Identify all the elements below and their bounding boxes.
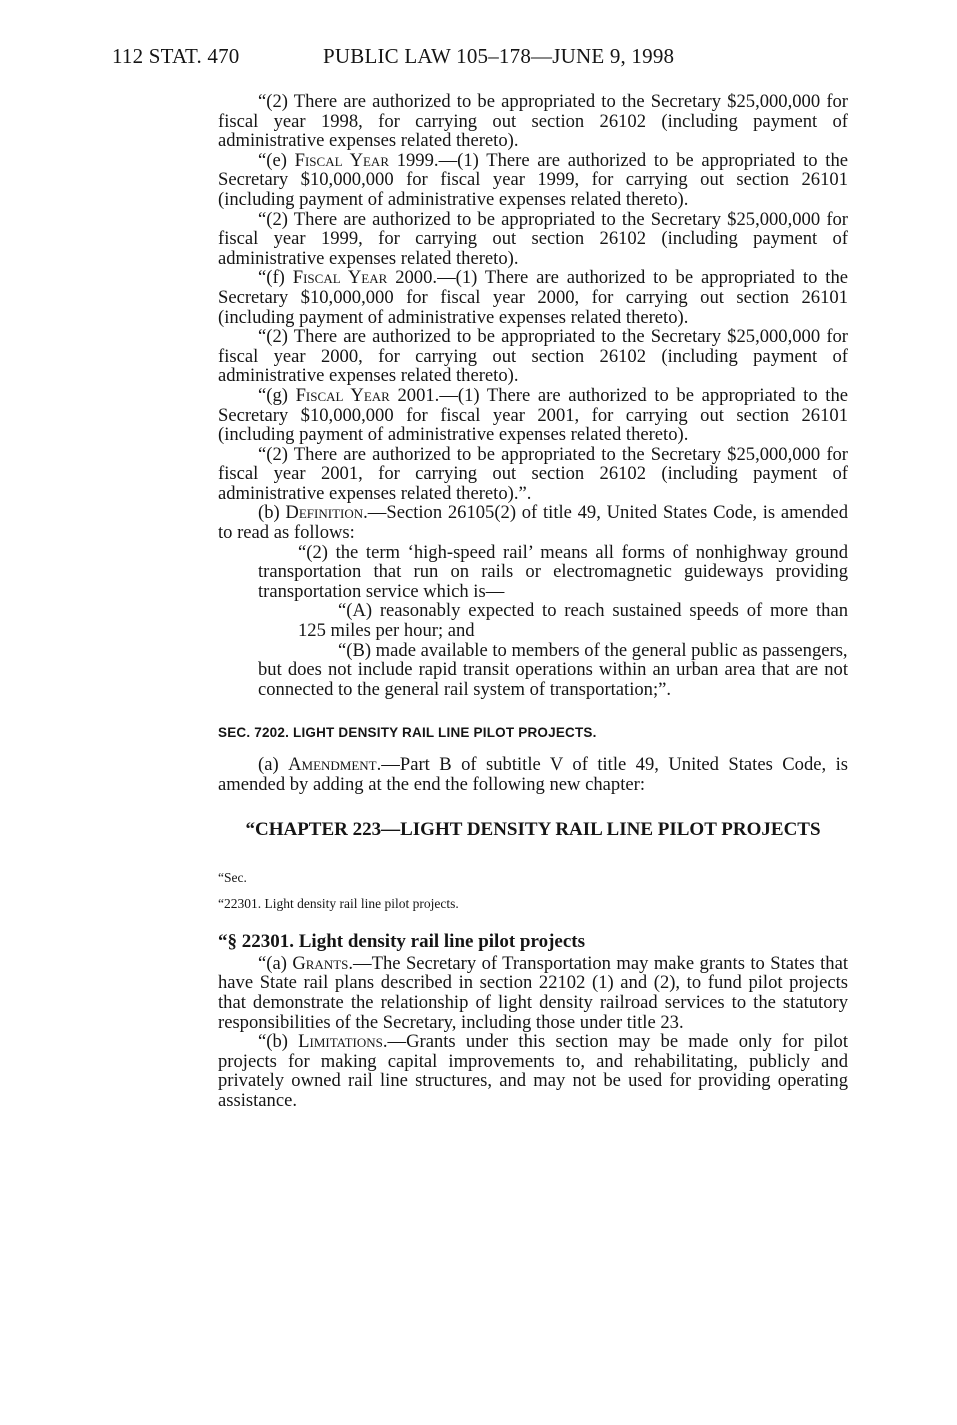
definition-paragraph <box>258 543 848 602</box>
paragraph-f-text: —(1) There are authorized to be appropriated to the Secretary $10,000,000 for fiscal year 2000, for carrying out section 26101 (including payment of administrative expenses related thereto). <box>218 267 848 328</box>
section-7202-a-text: —Part B of subtitle V of title 49, United States Code, is amended by adding at the end the following new chapter: <box>218 754 848 795</box>
subsection-b-heading: Definition. <box>285 502 368 524</box>
paragraph-f-open: “(f) <box>258 267 293 289</box>
running-head: PUBLIC LAW 105–178—JUNE 9, 1998 <box>323 44 675 68</box>
section-22301-b-open: “(b) <box>258 1031 299 1053</box>
section-22301-a-heading: Grants. <box>292 952 354 974</box>
paragraph-e <box>218 151 848 210</box>
paragraph-e-heading: Fiscal Year 1999. <box>294 149 439 171</box>
paragraph-e-text: —(1) There are authorized to be appropriated to the Secretary $10,000,000 for fiscal year 1999, for carrying out section 26101 (including payment of administrative expenses related thereto). <box>218 149 848 210</box>
paragraph-d2: “(2) There are authorized to be appropriated to the Secretary $25,000,000 for fiscal year 1998, for carrying out section 26102 (including payment of administrative expenses related thereto). <box>218 91 848 152</box>
section-22301-a-open: “(a) <box>258 952 293 974</box>
definition-clause-b <box>298 641 848 661</box>
page-reference: 112 STAT. 470 <box>112 44 240 68</box>
toc-sec-label: “Sec. <box>218 870 247 886</box>
subsection-b-text: —Section 26105(2) of title 49, United States Code, is amended to read as follows: <box>218 502 848 544</box>
definition-clause-b-text: “(B) made available to members of the general public as passengers, <box>338 639 848 661</box>
section-22301-b-heading: Limitations. <box>298 1031 388 1053</box>
paragraph-g2: “(2) There are authorized to be appropriated to the Secretary $25,000,000 for fiscal year 2001, for carrying out section 26102 (including payment of administrative expenses related thereto).”. <box>218 443 848 504</box>
subsection-b-open: (b) <box>258 502 286 524</box>
subsection-b <box>218 503 848 542</box>
chapter-title: “CHAPTER 223—LIGHT DENSITY RAIL LINE PILOT PROJECTS <box>245 819 821 841</box>
section-22301-a-text: —The Secretary of Transportation may make grants to States that have State rail plans described in section 22102 (1) and (2), to fund pilot projects that demonstrate the relationship of light density railroad services to the statutory responsibilities of the Secretary, including those under title 23. <box>218 952 848 1033</box>
paragraph-g-heading: Fiscal Year 2001. <box>295 384 440 406</box>
paragraph-g-text: —(1) There are authorized to be appropriated to the Secretary $10,000,000 for fiscal year 2001, for carrying out section 26101 (including payment of administrative expenses related thereto). <box>218 384 848 446</box>
paragraph-f2: “(2) There are authorized to be appropriated to the Secretary $25,000,000 for fiscal year 2000, for carrying out section 26102 (including payment of administrative expenses related thereto). <box>218 326 848 387</box>
paragraph-g-open: “(g) <box>258 384 296 406</box>
section-7202-a-open: (a) <box>258 754 289 775</box>
definition-clause-a <box>298 601 848 640</box>
section-22301-b <box>218 1032 848 1110</box>
paragraph-f <box>218 268 848 327</box>
section-22301-b-text: —Grants under this section may be made only for pilot projects for making capital improvements to, and rehabilitating, publicly and privately owned rail line structures, and may not be used for providing operating assistance. <box>218 1031 848 1111</box>
definition-clause-a-text: “(A) reasonably expected to reach sustained speeds of more than 125 miles per hour; and <box>298 600 848 642</box>
paragraph-e-open: “(e) <box>258 149 295 171</box>
section-22301-title: “§ 22301. Light density rail line pilot projects <box>218 931 585 953</box>
toc-entry: “22301. Light density rail line pilot projects. <box>218 896 459 912</box>
section-22301-a <box>218 954 848 1032</box>
section-7202-heading: SEC. 7202. LIGHT DENSITY RAIL LINE PILOT PROJECTS. <box>218 725 597 741</box>
paragraph-e2: “(2) There are authorized to be appropriated to the Secretary $25,000,000 for fiscal year 1999, for carrying out section 26102 (including payment of administrative expenses related thereto). <box>218 208 848 269</box>
paragraph-f-heading: Fiscal Year 2000. <box>292 267 438 289</box>
definition-text: “(2) the term ‘high-speed rail’ means all forms of nonhighway ground transportation that run on rails or electromagnetic guideways providing transportation service which is— <box>258 541 848 602</box>
definition-tail: but does not include rapid transit operations within an urban area that are not connected to the general rail system of transportation;”. <box>258 659 848 700</box>
section-7202-a-heading: Amendment. <box>288 754 382 775</box>
section-7202-a <box>218 755 848 794</box>
paragraph-g <box>218 386 848 445</box>
page-body <box>218 92 848 1111</box>
